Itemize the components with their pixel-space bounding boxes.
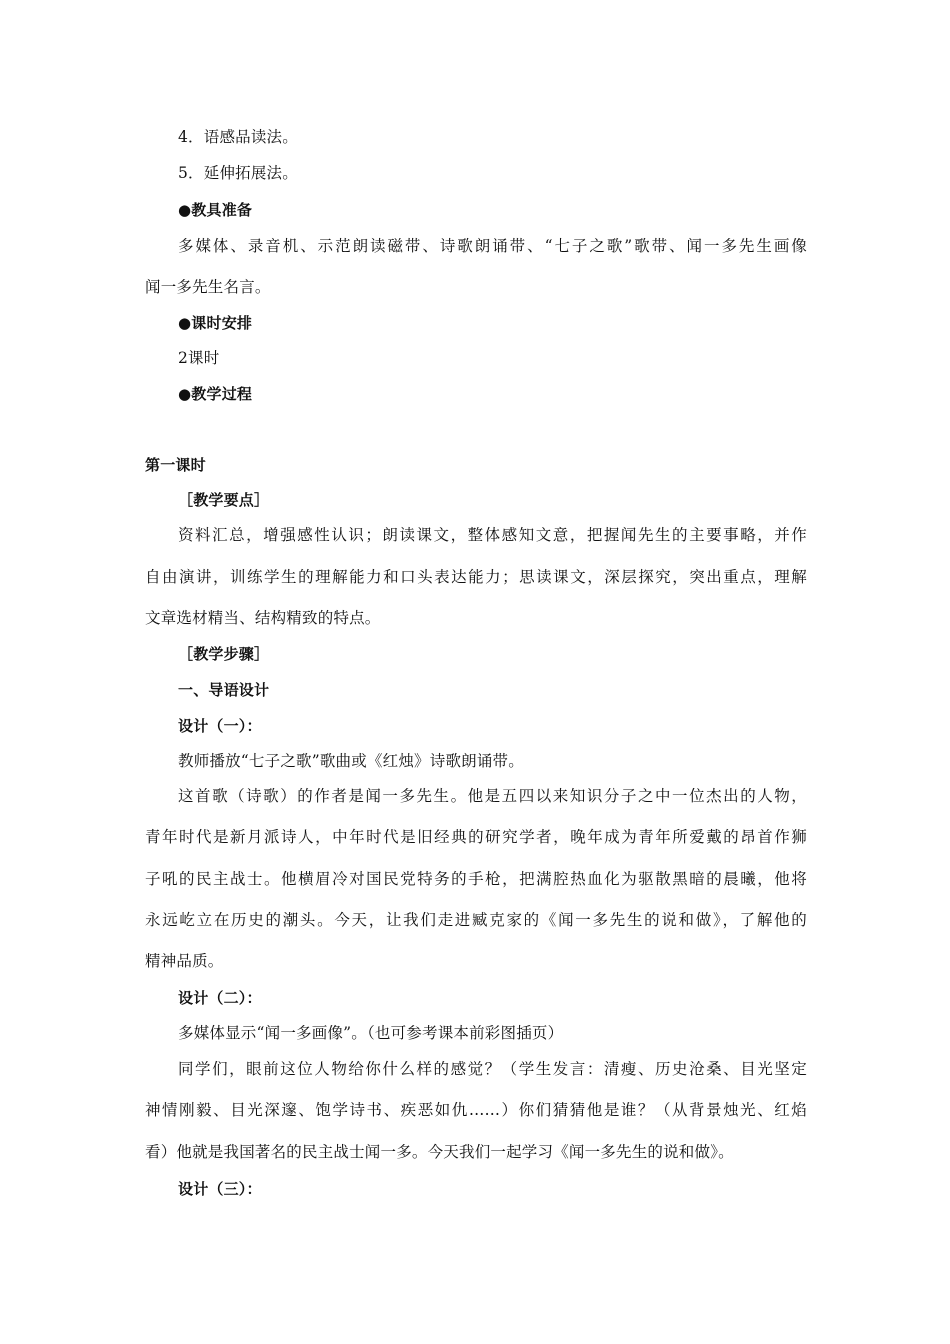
paragraph-line: 多媒体、录音机、示范朗读磁带、诗歌朗诵带、“七子之歌”歌带、闻一多先生画像 bbox=[178, 237, 807, 255]
subheading-key-points: ［教学要点］ bbox=[178, 491, 270, 509]
paragraph-line: 自由演讲，训练学生的理解能力和口头表达能力；思读课文，深层探究，突出重点，理解 bbox=[145, 568, 807, 586]
paragraph-line: 子吼的民主战士。他横眉冷对国民党特务的手枪，把满腔热血化为驱散黑暗的晨曦，他将 bbox=[145, 870, 807, 888]
paragraph-line: 精神品质。 bbox=[145, 952, 224, 970]
method-item-4: 4．语感品读法。 bbox=[178, 128, 298, 146]
paragraph-line: 教师播放“七子之歌”歌曲或《红烛》诗歌朗诵带。 bbox=[178, 752, 524, 770]
paragraph-line: 这首歌（诗歌）的作者是闻一多先生。他是五四以来知识分子之中一位杰出的人物， bbox=[178, 787, 807, 805]
paragraph-line: 资料汇总，增强感性认识；朗读课文，整体感知文意，把握闻先生的主要事略，并作 bbox=[178, 526, 807, 544]
paragraph-line: 神情刚毅、目光深邃、饱学诗书、疾恶如仇……）你们猜猜他是谁？（从背景烛光、红焰 bbox=[145, 1101, 807, 1119]
paragraph-line: 青年时代是新月派诗人，中年时代是旧经典的研究学者，晚年成为青年所爱戴的昂首作狮 bbox=[145, 828, 807, 846]
paragraph-line: 闻一多先生名言。 bbox=[145, 278, 271, 296]
paragraph-line: 文章选材精当、结构精致的特点。 bbox=[145, 609, 381, 627]
design-heading-3: 设计（三）： bbox=[178, 1180, 262, 1198]
design-heading-1: 设计（一）： bbox=[178, 717, 262, 735]
section-heading-materials: ●教具准备 bbox=[178, 201, 253, 219]
lesson-title: 第一课时 bbox=[145, 456, 206, 474]
schedule-text: 2课时 bbox=[178, 349, 220, 367]
paragraph-line: 同学们，眼前这位人物给你什么样的感觉？（学生发言：清瘦、历史沧桑、目光坚定 bbox=[178, 1060, 807, 1078]
step-heading-intro: 一、导语设计 bbox=[178, 681, 270, 699]
section-heading-schedule: ●课时安排 bbox=[178, 314, 253, 332]
paragraph-line: 永远屹立在历史的潮头。今天，让我们走进臧克家的《闻一多先生的说和做》，了解他的 bbox=[145, 911, 807, 929]
design-heading-2: 设计（二）： bbox=[178, 989, 262, 1007]
paragraph-line: 看）他就是我国著名的民主战士闻一多。今天我们一起学习《闻一多先生的说和做》。 bbox=[145, 1143, 734, 1161]
paragraph-line: 多媒体显示“闻一多画像”。（也可参考课本前彩图插页） bbox=[178, 1024, 564, 1042]
subheading-steps: ［教学步骤］ bbox=[178, 645, 270, 663]
method-item-5: 5．延伸拓展法。 bbox=[178, 164, 298, 182]
section-heading-process: ●教学过程 bbox=[178, 385, 253, 403]
